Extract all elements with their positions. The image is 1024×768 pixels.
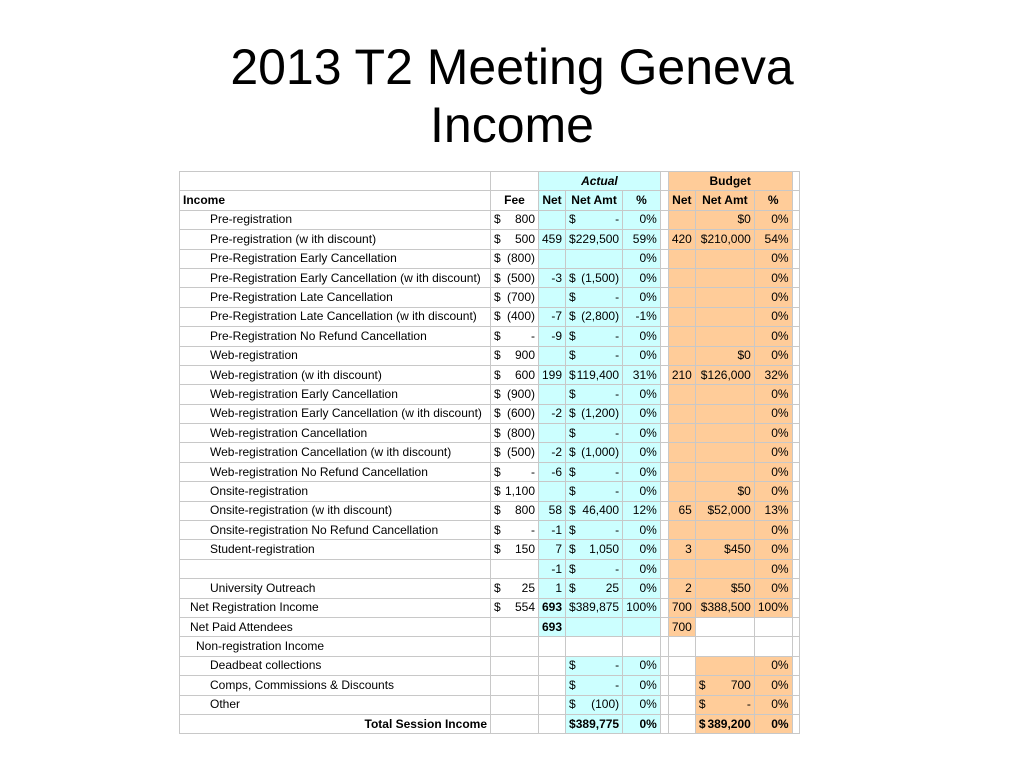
row-net: -6 — [539, 462, 566, 481]
row-label: Onsite-registration No Refund Cancellation — [180, 521, 491, 540]
row-budget-pct: 54% — [754, 230, 792, 249]
row-net: -2 — [539, 404, 566, 423]
row-pct: 0% — [623, 327, 661, 346]
row-budget-net — [668, 404, 695, 423]
row-net-amt: $ - — [566, 462, 623, 481]
table-row — [180, 579, 800, 598]
nonreg-row-budget-net — [668, 676, 695, 695]
row-budget-pct: 0% — [754, 307, 792, 326]
table-row — [180, 365, 800, 384]
row-end — [792, 404, 799, 423]
net-registration-fee: $ 554 — [491, 598, 539, 617]
row-net-amt: $ - — [566, 210, 623, 229]
row-budget-net — [668, 288, 695, 307]
net-paid-row — [180, 617, 800, 636]
row-gap — [660, 521, 668, 540]
nonreg-row-label: Comps, Commissions & Discounts — [180, 676, 491, 695]
nonreg-row — [180, 695, 800, 714]
nonreg-row-amt: $ - — [566, 676, 623, 695]
row-label: Web-registration Early Cancellation — [180, 385, 491, 404]
row-budget-pct: 0% — [754, 288, 792, 307]
row-budget-net — [668, 559, 695, 578]
nonreg-row-gap — [660, 656, 668, 675]
row-budget-amt — [695, 404, 754, 423]
row-budget-amt: $450 — [695, 540, 754, 559]
nonreg-row-gap — [660, 695, 668, 714]
row-label: University Outreach — [180, 579, 491, 598]
total-row — [180, 714, 800, 733]
net-registration-row — [180, 598, 800, 617]
row-budget-net: 2 — [668, 579, 695, 598]
row-budget-net — [668, 521, 695, 540]
net-amt-header: Net Amt — [566, 191, 623, 210]
row-end — [792, 443, 799, 462]
row-budget-pct: 0% — [754, 210, 792, 229]
row-pct: 0% — [623, 385, 661, 404]
table-row — [180, 462, 800, 481]
net-registration-pct: 100% — [623, 598, 661, 617]
row-gap — [660, 579, 668, 598]
row-gap — [660, 249, 668, 268]
row-budget-pct: 0% — [754, 559, 792, 578]
row-budget-amt — [695, 307, 754, 326]
nonreg-row-budget-amt: $ 700 — [695, 676, 754, 695]
row-gap — [660, 210, 668, 229]
nonreg-row — [180, 656, 800, 675]
row-gap — [660, 462, 668, 481]
row-budget-net — [668, 443, 695, 462]
row-budget-amt — [695, 268, 754, 287]
row-gap — [660, 327, 668, 346]
slide-title — [0, 38, 1024, 154]
row-fee: $ 150 — [491, 540, 539, 559]
row-budget-net: 3 — [668, 540, 695, 559]
row-label: Web-registration — [180, 346, 491, 365]
row-pct: 0% — [623, 268, 661, 287]
row-net-amt: $ - — [566, 521, 623, 540]
row-label: Onsite-registration — [180, 482, 491, 501]
table-row — [180, 521, 800, 540]
row-net-amt: $ - — [566, 385, 623, 404]
row-budget-amt — [695, 288, 754, 307]
row-label: Onsite-registration (w ith discount) — [180, 501, 491, 520]
nonreg-row-end — [792, 695, 799, 714]
row-gap — [660, 385, 668, 404]
row-fee: $ - — [491, 521, 539, 540]
row-gap — [660, 365, 668, 384]
row-net-amt: $ 119,400 — [566, 365, 623, 384]
nonreg-row-fee — [491, 695, 539, 714]
budget-net-amt-header: Net Amt — [695, 191, 754, 210]
table-row — [180, 288, 800, 307]
row-budget-amt — [695, 327, 754, 346]
total-budget-pct: 0% — [754, 714, 792, 733]
row-fee: $ (500) — [491, 268, 539, 287]
row-budget-amt — [695, 385, 754, 404]
row-budget-net — [668, 327, 695, 346]
row-gap — [660, 288, 668, 307]
row-net: -9 — [539, 327, 566, 346]
income-table — [179, 171, 800, 734]
row-budget-net — [668, 249, 695, 268]
row-net — [539, 210, 566, 229]
row-label: Web-registration Cancellation (w ith discount) — [180, 443, 491, 462]
income-header: Income — [180, 191, 491, 210]
row-budget-amt — [695, 521, 754, 540]
table-row — [180, 443, 800, 462]
nonreg-label: Non-registration Income — [180, 637, 491, 656]
row-fee: $ (600) — [491, 404, 539, 423]
row-budget-amt — [695, 424, 754, 443]
row-pct: 0% — [623, 540, 661, 559]
net-registration-budget-net: 700 — [668, 598, 695, 617]
row-gap — [660, 443, 668, 462]
row-net: -1 — [539, 559, 566, 578]
column-header-row — [180, 191, 800, 210]
nonreg-row-budget-amt: $ - — [695, 695, 754, 714]
row-fee: $ (900) — [491, 385, 539, 404]
row-net-amt: $ 229,500 — [566, 230, 623, 249]
net-header: Net — [539, 191, 566, 210]
row-budget-pct: 0% — [754, 540, 792, 559]
row-pct: 0% — [623, 404, 661, 423]
row-pct: 0% — [623, 249, 661, 268]
row-label: Web-registration Early Cancellation (w ith discount) — [180, 404, 491, 423]
row-pct: 0% — [623, 559, 661, 578]
table-row — [180, 230, 800, 249]
row-pct: 0% — [623, 210, 661, 229]
row-budget-amt: $0 — [695, 210, 754, 229]
nonreg-row-budget-net — [668, 656, 695, 675]
row-net-amt: $ - — [566, 288, 623, 307]
nonreg-row-end — [792, 656, 799, 675]
row-net — [539, 249, 566, 268]
row-fee: $ 1,100 — [491, 482, 539, 501]
table-row — [180, 327, 800, 346]
row-label: Student-registration — [180, 540, 491, 559]
row-net: 459 — [539, 230, 566, 249]
row-gap — [660, 230, 668, 249]
row-fee: $ 800 — [491, 210, 539, 229]
nonreg-row-label: Deadbeat collections — [180, 656, 491, 675]
row-label: Web-registration (w ith discount) — [180, 365, 491, 384]
row-net: -3 — [539, 268, 566, 287]
row-fee: $ 600 — [491, 365, 539, 384]
row-label: Web-registration Cancellation — [180, 424, 491, 443]
row-fee: $ (700) — [491, 288, 539, 307]
nonreg-row-amt: $ (100) — [566, 695, 623, 714]
row-end — [792, 346, 799, 365]
row-budget-pct: 0% — [754, 327, 792, 346]
row-end — [792, 482, 799, 501]
row-fee: $ 900 — [491, 346, 539, 365]
row-net — [539, 424, 566, 443]
total-label: Total Session Income — [180, 714, 491, 733]
row-budget-amt: $0 — [695, 482, 754, 501]
row-pct: 12% — [623, 501, 661, 520]
row-budget-net: 420 — [668, 230, 695, 249]
row-budget-net — [668, 462, 695, 481]
row-gap — [660, 540, 668, 559]
nonreg-row-budget-pct: 0% — [754, 656, 792, 675]
row-budget-net — [668, 268, 695, 287]
row-net-amt: $ - — [566, 482, 623, 501]
nonreg-row-pct: 0% — [623, 656, 661, 675]
row-label: Web-registration No Refund Cancellation — [180, 462, 491, 481]
row-fee: $ 800 — [491, 501, 539, 520]
row-net: 199 — [539, 365, 566, 384]
row-budget-amt: $50 — [695, 579, 754, 598]
nonreg-row-budget-amt — [695, 656, 754, 675]
budget-net-header: Net — [668, 191, 695, 210]
table-row — [180, 540, 800, 559]
nonreg-row — [180, 676, 800, 695]
row-budget-amt: $0 — [695, 346, 754, 365]
slide-title-line2: Income — [430, 97, 594, 153]
table-row — [180, 385, 800, 404]
row-budget-amt — [695, 443, 754, 462]
row-end — [792, 307, 799, 326]
net-registration-budget-pct: 100% — [754, 598, 792, 617]
row-end — [792, 210, 799, 229]
row-net-amt: $ 25 — [566, 579, 623, 598]
row-net-amt: $ - — [566, 559, 623, 578]
row-pct: 0% — [623, 346, 661, 365]
row-budget-pct: 0% — [754, 268, 792, 287]
row-end — [792, 540, 799, 559]
row-end — [792, 327, 799, 346]
net-registration-amt: $ 389,875 — [566, 598, 623, 617]
net-paid-net: 693 — [539, 617, 566, 636]
row-pct: 0% — [623, 579, 661, 598]
row-net-amt: $ - — [566, 424, 623, 443]
nonreg-row-budget-pct: 0% — [754, 676, 792, 695]
net-registration-budget-amt: $388,500 — [695, 598, 754, 617]
row-pct: 31% — [623, 365, 661, 384]
nonreg-row-fee — [491, 656, 539, 675]
row-fee: $ - — [491, 327, 539, 346]
total-budget-amt: $ 389,200 — [695, 714, 754, 733]
table-row — [180, 210, 800, 229]
row-net: -1 — [539, 521, 566, 540]
row-net: -7 — [539, 307, 566, 326]
row-budget-amt — [695, 462, 754, 481]
row-end — [792, 462, 799, 481]
row-gap — [660, 346, 668, 365]
row-net: -2 — [539, 443, 566, 462]
row-fee: $ 25 — [491, 579, 539, 598]
row-label: Pre-Registration No Refund Cancellation — [180, 327, 491, 346]
table-row — [180, 307, 800, 326]
row-pct: -1% — [623, 307, 661, 326]
row-gap — [660, 404, 668, 423]
row-budget-pct: 32% — [754, 365, 792, 384]
row-pct: 0% — [623, 462, 661, 481]
row-budget-net: 65 — [668, 501, 695, 520]
row-budget-net — [668, 482, 695, 501]
row-net-amt: $ - — [566, 346, 623, 365]
row-net-amt — [566, 249, 623, 268]
row-fee — [491, 559, 539, 578]
net-registration-net: 693 — [539, 598, 566, 617]
table-row — [180, 268, 800, 287]
nonreg-row-end — [792, 676, 799, 695]
row-budget-pct: 0% — [754, 346, 792, 365]
table-row — [180, 482, 800, 501]
row-budget-net — [668, 307, 695, 326]
nonreg-row-budget-net — [668, 695, 695, 714]
actual-header: Actual — [539, 172, 661, 191]
row-pct: 0% — [623, 424, 661, 443]
table-row — [180, 404, 800, 423]
row-end — [792, 559, 799, 578]
row-net — [539, 385, 566, 404]
row-fee: $ (400) — [491, 307, 539, 326]
budget-header: Budget — [668, 172, 792, 191]
row-net-amt: $ (1,000) — [566, 443, 623, 462]
row-budget-net — [668, 424, 695, 443]
total-amt: $ 389,775 — [566, 714, 623, 733]
row-end — [792, 579, 799, 598]
row-pct: 0% — [623, 482, 661, 501]
nonreg-row-amt: $ - — [566, 656, 623, 675]
table-row — [180, 249, 800, 268]
group-header-row — [180, 172, 800, 191]
row-net-amt: $ (2,800) — [566, 307, 623, 326]
row-budget-net — [668, 346, 695, 365]
row-end — [792, 365, 799, 384]
row-net-amt: $ 1,050 — [566, 540, 623, 559]
table-row — [180, 346, 800, 365]
row-end — [792, 230, 799, 249]
row-budget-amt — [695, 559, 754, 578]
row-budget-pct: 0% — [754, 249, 792, 268]
row-gap — [660, 501, 668, 520]
nonreg-row-pct: 0% — [623, 695, 661, 714]
row-label: Pre-Registration Early Cancellation — [180, 249, 491, 268]
row-end — [792, 424, 799, 443]
row-pct: 0% — [623, 443, 661, 462]
row-pct: 0% — [623, 288, 661, 307]
row-label: Pre-Registration Late Cancellation — [180, 288, 491, 307]
budget-pct-header: % — [754, 191, 792, 210]
row-budget-pct: 0% — [754, 462, 792, 481]
net-paid-label: Net Paid Attendees — [180, 617, 491, 636]
row-budget-pct: 0% — [754, 424, 792, 443]
row-gap — [660, 307, 668, 326]
slide-title-line1: 2013 T2 Meeting Geneva — [230, 39, 794, 95]
row-net — [539, 346, 566, 365]
nonreg-row-net — [539, 656, 566, 675]
nonreg-row-gap — [660, 676, 668, 695]
row-end — [792, 268, 799, 287]
row-budget-pct: 0% — [754, 443, 792, 462]
row-gap — [660, 482, 668, 501]
row-budget-net — [668, 210, 695, 229]
row-budget-amt: $210,000 — [695, 230, 754, 249]
row-fee: $ (800) — [491, 424, 539, 443]
total-pct: 0% — [623, 714, 661, 733]
row-net-amt: $ - — [566, 327, 623, 346]
row-budget-pct: 0% — [754, 579, 792, 598]
nonreg-row-net — [539, 676, 566, 695]
nonreg-row-fee — [491, 676, 539, 695]
row-label: Pre-Registration Late Cancellation (w ith discount) — [180, 307, 491, 326]
table-row — [180, 559, 800, 578]
nonreg-row-net — [539, 695, 566, 714]
row-budget-pct: 0% — [754, 482, 792, 501]
row-fee: $ (500) — [491, 443, 539, 462]
row-pct: 0% — [623, 521, 661, 540]
row-net-amt: $ (1,200) — [566, 404, 623, 423]
table-row — [180, 424, 800, 443]
row-pct: 59% — [623, 230, 661, 249]
nonreg-row-pct: 0% — [623, 676, 661, 695]
row-budget-pct: 0% — [754, 404, 792, 423]
row-gap — [660, 268, 668, 287]
net-registration-label: Net Registration Income — [180, 598, 491, 617]
fee-header: Fee — [491, 191, 539, 210]
row-net: 7 — [539, 540, 566, 559]
row-budget-pct: 0% — [754, 521, 792, 540]
row-end — [792, 501, 799, 520]
nonreg-row-budget-pct: 0% — [754, 695, 792, 714]
row-label: Pre-Registration Early Cancellation (w ith discount) — [180, 268, 491, 287]
row-end — [792, 521, 799, 540]
row-budget-amt: $126,000 — [695, 365, 754, 384]
row-net: 58 — [539, 501, 566, 520]
nonreg-row-label: Other — [180, 695, 491, 714]
net-paid-budget-net: 700 — [668, 617, 695, 636]
row-fee: $ - — [491, 462, 539, 481]
row-gap — [660, 559, 668, 578]
row-end — [792, 249, 799, 268]
row-gap — [660, 424, 668, 443]
row-label: Pre-registration (w ith discount) — [180, 230, 491, 249]
row-fee: $ 500 — [491, 230, 539, 249]
row-budget-pct: 13% — [754, 501, 792, 520]
row-net: 1 — [539, 579, 566, 598]
row-budget-amt — [695, 249, 754, 268]
pct-header: % — [623, 191, 661, 210]
row-net-amt: $ (1,500) — [566, 268, 623, 287]
row-net — [539, 288, 566, 307]
row-budget-net: 210 — [668, 365, 695, 384]
nonreg-header-row — [180, 637, 800, 656]
row-budget-pct: 0% — [754, 385, 792, 404]
row-budget-amt: $52,000 — [695, 501, 754, 520]
table-row — [180, 501, 800, 520]
row-budget-net — [668, 385, 695, 404]
row-fee: $ (800) — [491, 249, 539, 268]
row-net-amt: $ 46,400 — [566, 501, 623, 520]
row-net — [539, 482, 566, 501]
row-end — [792, 288, 799, 307]
row-label — [180, 559, 491, 578]
row-label: Pre-registration — [180, 210, 491, 229]
row-end — [792, 385, 799, 404]
